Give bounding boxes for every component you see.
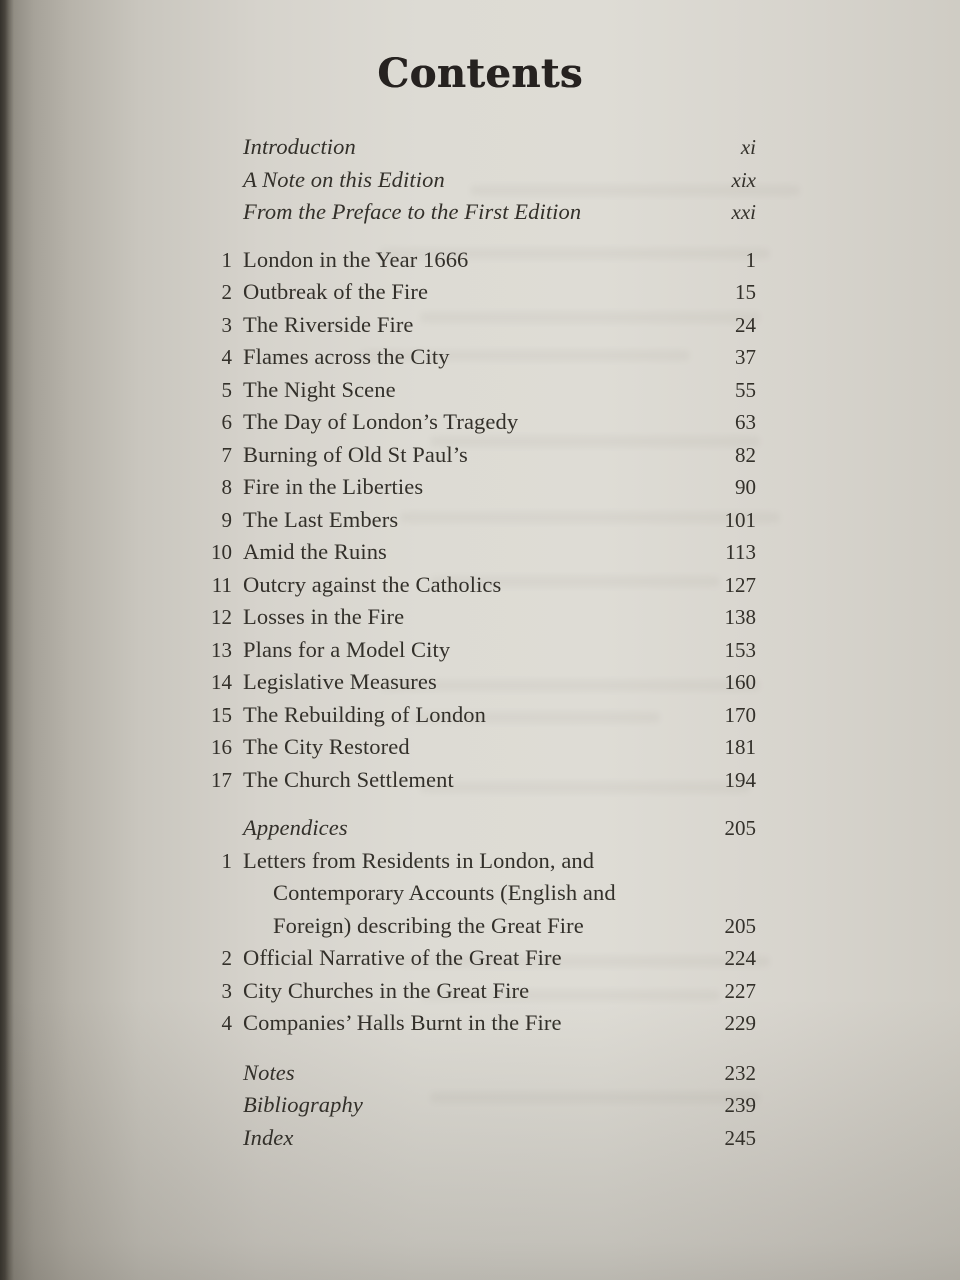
section-heading: Appendices [243, 815, 348, 840]
page-number: 239 [724, 1093, 756, 1117]
page-number: xxi [731, 200, 756, 224]
entry-title: The Night Scene [243, 376, 396, 402]
toc-row [204, 276, 756, 309]
page-number: 101 [724, 507, 756, 532]
entry-title: Official Narrative of the Great Fire [243, 945, 562, 970]
entry-title: Bibliography [243, 1092, 363, 1117]
toc-row [204, 1122, 756, 1155]
page-number: 224 [724, 946, 756, 970]
page-number: 160 [724, 670, 756, 694]
page-number: 170 [724, 702, 756, 727]
page-number: 227 [724, 978, 756, 1003]
entry-title: Notes [243, 1059, 295, 1085]
page-number: 24 [735, 312, 756, 337]
entry-number: 4 [221, 345, 232, 369]
page-number: 232 [724, 1060, 756, 1085]
page-number: 205 [724, 816, 756, 840]
entry-number: 14 [211, 670, 232, 694]
entry-number: 10 [211, 540, 232, 564]
entry-title: Fire in the Liberties [243, 474, 424, 499]
toc-row [204, 164, 756, 197]
toc-row [204, 341, 756, 374]
entry-title: Outcry against the Catholics [243, 571, 502, 597]
entry-title: Index [243, 1124, 294, 1150]
toc-row [204, 1057, 756, 1090]
entry-title: Companies’ Halls Burnt in the Fire [243, 1010, 562, 1035]
entry-title-continuation: Contemporary Accounts (English and [273, 880, 616, 905]
entry-number: 3 [221, 978, 232, 1003]
entry-number: 6 [221, 410, 232, 434]
entry-title: From the Preface to the First Edition [243, 199, 582, 224]
toc-row [204, 601, 756, 634]
entry-number: 7 [221, 442, 232, 467]
entry-number: 2 [221, 946, 232, 970]
toc-row [204, 812, 756, 845]
toc-row [204, 406, 756, 439]
toc-row [204, 439, 756, 472]
entry-title: Introduction [243, 134, 356, 159]
toc-row [204, 374, 756, 407]
entry-title: London in the Year 1666 [243, 246, 469, 272]
entry-title: Legislative Measures [243, 669, 437, 694]
entry-number: 3 [221, 312, 232, 337]
page-number: 37 [735, 345, 756, 369]
entry-number: 5 [221, 377, 232, 402]
toc-row [204, 471, 756, 504]
toc-row [204, 764, 756, 797]
entry-title: Amid the Ruins [243, 539, 387, 564]
toc-row [204, 569, 756, 602]
entry-number: 11 [211, 572, 232, 597]
entry-title-continuation: Foreign) describing the Great Fire [273, 912, 584, 938]
appendices-section [204, 812, 756, 1040]
chapters-section [204, 244, 756, 797]
page-number: 229 [724, 1011, 756, 1035]
toc-row [204, 699, 756, 732]
entry-title: The City Restored [243, 734, 410, 759]
entry-title: A Note on this Edition [243, 166, 445, 192]
page-number: 153 [724, 637, 756, 662]
entry-number: 4 [221, 1011, 232, 1035]
entry-title: The Day of London’s Tragedy [243, 409, 519, 434]
entry-title: The Last Embers [243, 506, 399, 532]
page-number: 82 [735, 442, 756, 467]
page-number: 113 [725, 540, 756, 564]
toc-row [204, 196, 756, 229]
entry-number: 12 [211, 605, 232, 629]
entry-title: Flames across the City [243, 344, 450, 369]
page-number: 205 [724, 913, 756, 938]
toc-row [204, 1007, 756, 1040]
toc-row [204, 731, 756, 764]
back-matter-section [204, 1057, 756, 1155]
page-number: 1 [745, 247, 756, 272]
toc-row [204, 1089, 756, 1122]
page-number: 55 [735, 377, 756, 402]
toc-row [204, 309, 756, 342]
toc-row [204, 942, 756, 975]
entry-title: Letters from Residents in London, and [243, 847, 595, 873]
entry-title: The Church Settlement [243, 766, 454, 792]
table-of-contents [204, 45, 756, 1154]
entry-number: 2 [221, 280, 232, 304]
toc-row [204, 666, 756, 699]
entry-title: Burning of Old St Paul’s [243, 441, 468, 467]
toc-row [204, 877, 756, 910]
entry-number: 8 [221, 475, 232, 499]
page-number: 245 [724, 1125, 756, 1150]
page-number: 138 [724, 605, 756, 629]
entry-number: 13 [211, 637, 232, 662]
page-number: 127 [724, 572, 756, 597]
toc-row [204, 536, 756, 569]
page-number: 90 [735, 475, 756, 499]
entry-title: The Riverside Fire [243, 311, 414, 337]
toc-row [204, 131, 756, 164]
entry-title: Plans for a Model City [243, 636, 451, 662]
page-number: xi [740, 135, 756, 159]
toc-row [204, 504, 756, 537]
entry-number: 1 [221, 848, 232, 873]
entry-number: 17 [211, 767, 232, 792]
entry-title: Outbreak of the Fire [243, 279, 429, 304]
entry-title: City Churches in the Great Fire [243, 977, 530, 1003]
entry-title: The Rebuilding of London [243, 701, 486, 727]
front-matter-section [204, 131, 756, 229]
entry-number: 9 [221, 507, 232, 532]
toc-row [204, 910, 756, 943]
page-number: 194 [724, 767, 756, 792]
page-number: xix [731, 167, 756, 192]
page-title: Contents [377, 50, 583, 97]
entry-number: 16 [211, 735, 232, 759]
entry-title: Losses in the Fire [243, 604, 405, 629]
page-number: 63 [735, 410, 756, 434]
toc-row [204, 634, 756, 667]
toc-row [204, 845, 756, 878]
page-number: 181 [724, 735, 756, 759]
entry-number: 1 [221, 247, 232, 272]
page-number: 15 [735, 280, 756, 304]
entry-number: 15 [211, 702, 232, 727]
toc-row [204, 244, 756, 277]
toc-row [204, 975, 756, 1008]
